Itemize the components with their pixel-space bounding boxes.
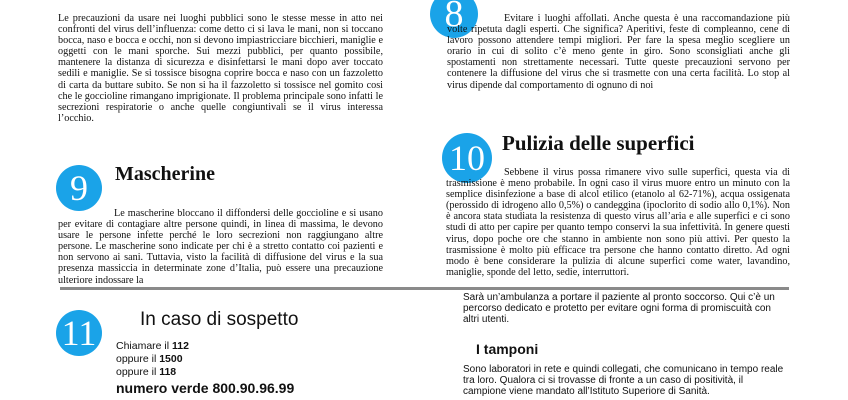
section-11-title: In caso di sospetto <box>140 309 299 330</box>
badge-number: 11 <box>61 313 97 353</box>
phone-verde[interactable]: 800.90.96.99 <box>212 380 295 396</box>
call-line-1: Chiamare il 112 <box>116 340 189 352</box>
number-badge-9 <box>56 165 102 211</box>
green-number-line: numero verde 800.90.96.99 <box>116 380 295 396</box>
section-10-paragraph: Sebbene il virus possa rimanere vivo sulle superfici, questa via di trasmissione è meno probabile. In ogni caso il virus muore entro un minuto con la semplice disinfezione a base di alcol etilico (etanolo al 62-71%), acqua ossigenata (perossido di idrogeno allo 0,5%) o candeggina (ipoclorito di sodio allo 0,1%). Non è ancora stata studiata la resistenza di questo virus all’aria e alle superfici e ci sono studi di atto per capire per quanto tempo conservi la sua infettività. In genere questi virus, dopo poche ore che stanno in ambiente non sono più attivi. Per questo la trasmissione è molto più efficace tra persone che hanno contatto diretto. Ad ogni modo è bene considerare la pulizia di alcune superfici come water, lavandino, maniglie, sponde del letto, sedie, interruttori. <box>446 167 790 278</box>
number-badge-11 <box>56 310 102 356</box>
section-9-paragraph: Le mascherine bloccano il diffondersi delle goccioline e si usano per evitare di contagiare altre persone quindi, in linea di massima, le devono usare le persone infette perché le loro secrezioni non raggiungano altre persone. Le mascherine sono indicate per chi è a stretto contatto coi pazienti e non servono ai sani. Tuttavia, visto la facilità di diffusione del virus e la sua presenza massiccia in determinate zone d’Italia, può essere una precauzione ulteriore indossare la <box>58 208 383 286</box>
phone-1500[interactable]: 1500 <box>159 353 183 365</box>
ambulance-paragraph: Sarà un’ambulanza a portare il paziente al pronto soccorso. Qui c’è un percorso dedicato e protetto per evitare ogni forma di promiscuità con altri utenti. <box>463 292 775 326</box>
section-divider <box>60 287 789 290</box>
section-8-paragraph: Evitare i luoghi affollati. Anche questa è una raccomandazione più volte ripetuta dagli esperti. Che significa? Aperitivi, feste di compleanno, cene di lavoro possono attendere tempi migliori. Per fare la spesa meglio scegliere un orario in cui di solito c’è meno gente in giro. Sono sconsigliati anche gli spostamenti non strettamente necessari. Tutte queste precauzioni servono per contenere la diffusione del virus che si trasmette con una certa facilità. Lo stop al virus dipende dal comportamento di ognuno di noi <box>447 13 790 91</box>
phone-112[interactable]: 112 <box>172 340 189 352</box>
section-10-title: Pulizia delle superfici <box>502 131 695 155</box>
badge-number: 10 <box>449 138 485 178</box>
section-9-title: Mascherine <box>115 163 215 185</box>
intro-paragraph: Le precauzioni da usare nei luoghi pubblici sono le stesse messe in atto nei confronti del virus dell’influenza: come detto ci si lava le mani, non si toccano bocca, naso e bocca e occhi, non si devono impiastricciare bicchieri, maniglie e oggetti con le mani sporche. Sui mezzi pubblici, per quanto possibile, mantenere la distanza di sicurezza e disinfettarsi le mani dopo aver toccato sedili e maniglie. Se si tossisce bisogna coprire bocca e naso con un fazzoletto di carta da buttare subito. Se non si ha il fazzoletto si tossisce nel gomito cosi che le goccioline rimangano imprigionate. Il problema principale sono infatti le secrezioni respiratorie o anche quelle congiuntivali se il virus interessa l’occhio. <box>58 13 383 124</box>
badge-number: 9 <box>70 168 88 208</box>
emergency-numbers <box>116 340 376 397</box>
call-line-2: oppure il 1500 <box>116 353 183 365</box>
call-line-3: oppure il 118 <box>116 366 177 378</box>
tamponi-paragraph: Sono laboratori in rete e quindi collegati, che comunicano in tempo reale tra loro. Qualora ci si trovasse di fronte a un caso di positività, il campione viene mandato all’Istituto Superiore di Sanità. <box>463 364 784 398</box>
badge-number: 8 <box>444 0 464 35</box>
tamponi-title: I tamponi <box>476 341 539 357</box>
phone-118[interactable]: 118 <box>159 366 177 378</box>
